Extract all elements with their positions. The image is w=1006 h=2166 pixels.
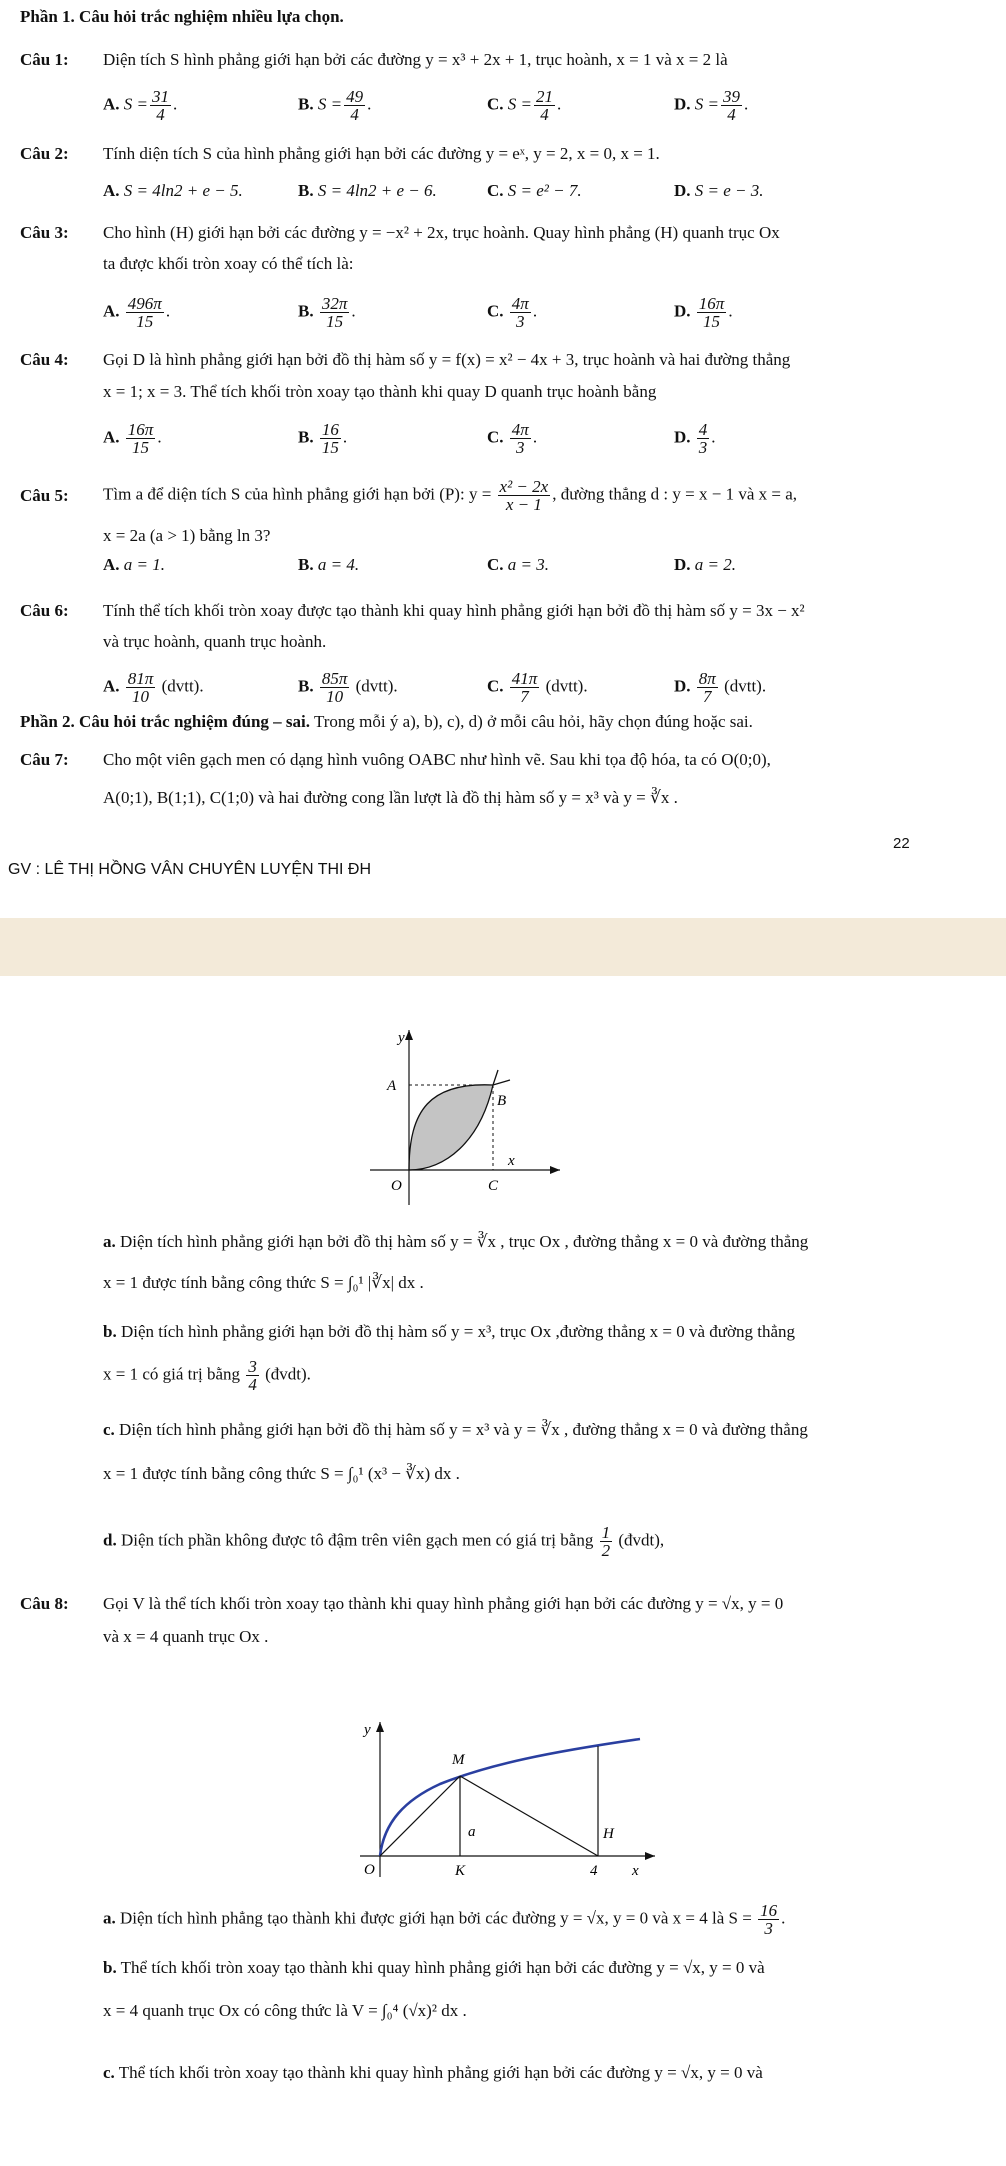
q6-option-c: C. $\frac{41\pi}{7}$ (dvtt). (487, 669, 588, 706)
q7-text-line1: Cho một viên gạch men có dạng hình vuông OABC như hình vẽ. Sau khi tọa độ hóa, ta có O(0;0), (103, 750, 771, 769)
q7-label-y: y (398, 1030, 405, 1046)
q8-item-c-line1: c. Thể tích khối tròn xoay tạo thành khi quay hình phẳng giới hạn bởi các đường y = √x, y = 0 và (103, 2063, 763, 2082)
q1-text: Diện tích S hình phẳng giới hạn bởi các đường y = x³ + 2x + 1, trục hoành, x = 1 và x = 2 là (103, 50, 728, 69)
q3-text-line2: ta được khối tròn xoay có thể tích là: (103, 254, 354, 273)
q2-option-d: D. S = e − 3. (674, 181, 764, 200)
q7-item-b-line1: b. Diện tích hình phẳng giới hạn bởi đồ thị hàm số y = x³, trục Ox ,đường thẳng x = 0 và đường thẳng (103, 1322, 796, 1341)
q8-label-m: M (452, 1752, 465, 1768)
footer-teacher: GV : LÊ THỊ HỒNG VÂN CHUYÊN LUYỆN THI ĐH (8, 861, 372, 878)
q3-option-d: D. $\frac{16\pi}{15}$ . (674, 294, 733, 331)
q8-label-y: y (364, 1722, 371, 1738)
q4-text-line1: Gọi D là hình phẳng giới hạn bởi đồ thị hàm số y = f(x) = x² − 4x + 3, trục hoành và hai đường thẳng (103, 350, 791, 369)
q7-shaded-region (409, 1085, 493, 1170)
page-23 (0, 976, 1006, 2166)
q2-option-a: A. S = 4ln2 + e − 5. (103, 181, 243, 200)
page-number: 22 (893, 835, 910, 852)
q6-text-line1: Tính thể tích khối tròn xoay được tạo thành khi quay hình phẳng giới hạn bởi đồ thị hàm số y = 3x − x² (103, 601, 805, 620)
q7-x-arrow (550, 1166, 560, 1174)
q7-label-a: A (387, 1078, 397, 1094)
q4-label: Câu 4: (20, 350, 69, 369)
q8-label-a: a (468, 1824, 476, 1840)
page-gap (0, 918, 1006, 976)
q8-item-a: a. Diện tích hình phẳng tạo thành khi được giới hạn bởi các đường y = √x, y = 0 và x = 4 là S = $\frac{16}{3}$ . (103, 1901, 786, 1938)
q3-text-line1: Cho hình (H) giới hạn bởi các đường y = −x² + 2x, trục hoành. Quay hình phẳng (H) quanh trục Ox (103, 223, 780, 242)
q7-label-o: O (391, 1178, 402, 1194)
q8-label-k: K (455, 1863, 466, 1879)
q5-option-a: A. a = 1. (103, 555, 166, 574)
part2-heading: Phần 2. Câu hỏi trắc nghiệm đúng – sai. Trong mỗi ý a), b), c), d) ở mỗi câu hỏi, hãy chọn đúng hoặc sai. (20, 712, 753, 731)
q7-item-a-line2: x = 1 được tính bằng công thức S = ∫₀¹ |∛x| dx . (103, 1273, 424, 1292)
q2-option-b: B. S = 4ln2 + e − 6. (298, 181, 437, 200)
q6-option-d: D. $\frac{8\pi}{7}$ (dvtt). (674, 669, 767, 706)
q4-option-d: D. $\frac{4}{3}$ . (674, 420, 716, 457)
q8-y-arrow (376, 1722, 384, 1732)
q1-label: Câu 1: (20, 50, 69, 69)
q8-segment-om (380, 1776, 460, 1856)
q2-label: Câu 2: (20, 144, 69, 163)
q3-option-a: A. $\frac{496\pi}{15}$ . (103, 294, 171, 331)
q1-option-d: D. S = $\frac{39}{4}$ . (674, 87, 749, 124)
q5-option-d: D. a = 2. (674, 555, 737, 574)
q7-text-line2: A(0;1), B(1;1), C(1;0) và hai đường cong lần lượt là đồ thị hàm số y = x³ và y = ∛x . (103, 788, 678, 807)
q7-item-d: d. Diện tích phần không được tô đậm trên viên gạch men có giá trị bằng $\frac{1}{2}$ (đvdt), (103, 1523, 665, 1560)
part1-title: Phần 1. Câu hỏi trắc nghiệm nhiều lựa chọn. (20, 7, 344, 26)
q1-option-b: B. S = $\frac{49}{4}$ . (298, 87, 372, 124)
q6-label: Câu 6: (20, 601, 69, 620)
q3-option-c: C. $\frac{4\pi}{3}$ . (487, 294, 538, 331)
q7-label-b: B (497, 1093, 507, 1109)
q5-label: Câu 5: (20, 486, 69, 505)
q8-text-line1: Gọi V là thể tích khối tròn xoay tạo thành khi quay hình phẳng giới hạn bởi các đường y = √x, y = 0 (103, 1594, 784, 1613)
q7-item-a-line1: a. Diện tích hình phẳng giới hạn bởi đồ thị hàm số y = ∛x , trục Ox , đường thẳng x = 0 và đường thẳng (103, 1232, 809, 1251)
q8-curve-sqrt (380, 1739, 640, 1856)
q7-item-c-line1: c. Diện tích hình phẳng giới hạn bởi đồ thị hàm số y = x³ và y = ∛x , đường thẳng x = 0 và đường thẳng (103, 1420, 808, 1439)
q5-option-c: C. a = 3. (487, 555, 550, 574)
q6-option-a: A. $\frac{81\pi}{10}$ (dvtt). (103, 669, 204, 706)
q7-item-b-line2: x = 1 có giá trị bằng $\frac{3}{4}$ (đvdt). (103, 1357, 311, 1394)
q7-label-x: x (508, 1153, 515, 1169)
q8-x-arrow (645, 1852, 655, 1860)
q8-label-o: O (364, 1862, 375, 1878)
q3-label: Câu 3: (20, 223, 69, 242)
q6-text-line2: và trục hoành, quanh trục hoành. (103, 632, 327, 651)
q8-text-line2: và x = 4 quanh trục Ox . (103, 1627, 269, 1646)
q7-y-arrow (405, 1030, 413, 1040)
page-22 (0, 0, 1006, 900)
q7-figure (360, 1030, 560, 1220)
q7-label: Câu 7: (20, 750, 69, 769)
q8-label: Câu 8: (20, 1594, 69, 1613)
q7-item-c-line2: x = 1 được tính bằng công thức S = ∫₀¹ (x³ − ∛x) dx . (103, 1464, 460, 1483)
q7-label-c: C (488, 1178, 499, 1194)
q4-text-line2: x = 1; x = 3. Thể tích khối tròn xoay tạo thành khi quay D quanh trục hoành bằng (103, 382, 657, 401)
q1-option-c: C. S = $\frac{21}{4}$ . (487, 87, 562, 124)
q8-item-b-line1: b. Thể tích khối tròn xoay tạo thành khi quay hình phẳng giới hạn bởi các đường y = √x, y = 0 và (103, 1958, 765, 1977)
q8-label-h: H (603, 1826, 614, 1842)
q2-option-c: C. S = e² − 7. (487, 181, 582, 200)
q8-label-4: 4 (590, 1863, 598, 1879)
q3-option-b: B. $\frac{32\pi}{15}$ . (298, 294, 356, 331)
q5-option-b: B. a = 4. (298, 555, 360, 574)
q8-figure (340, 1722, 660, 1882)
q5-text-line1: Tìm a để diện tích S của hình phẳng giới hạn bởi (P): y = $\frac{\text{x² − 2x}}{x - 1}$ , đường thẳng d : y = x − 1 và x = a, (103, 477, 798, 514)
q6-option-b: B. $\frac{85\pi}{10}$ (dvtt). (298, 669, 398, 706)
q5-text-line2: x = 2a (a > 1) bằng ln 3? (103, 526, 271, 545)
q2-text: Tính diện tích S của hình phẳng giới hạn bởi các đường y = eˣ, y = 2, x = 0, x = 1. (103, 144, 660, 163)
q8-item-b-line2: x = 4 quanh trục Ox có công thức là V = ∫₀⁴ (√x)² dx . (103, 2001, 467, 2020)
q8-label-x: x (632, 1863, 639, 1879)
q4-option-a: A. $\frac{16\pi}{15}$ . (103, 420, 162, 457)
q4-option-b: B. $\frac{16}{15}$ . (298, 420, 348, 457)
q1-option-a: A. S = $\frac{31}{4}$ . (103, 87, 178, 124)
q8-segment-m4 (460, 1776, 598, 1856)
q4-option-c: C. $\frac{4\pi}{3}$ . (487, 420, 538, 457)
